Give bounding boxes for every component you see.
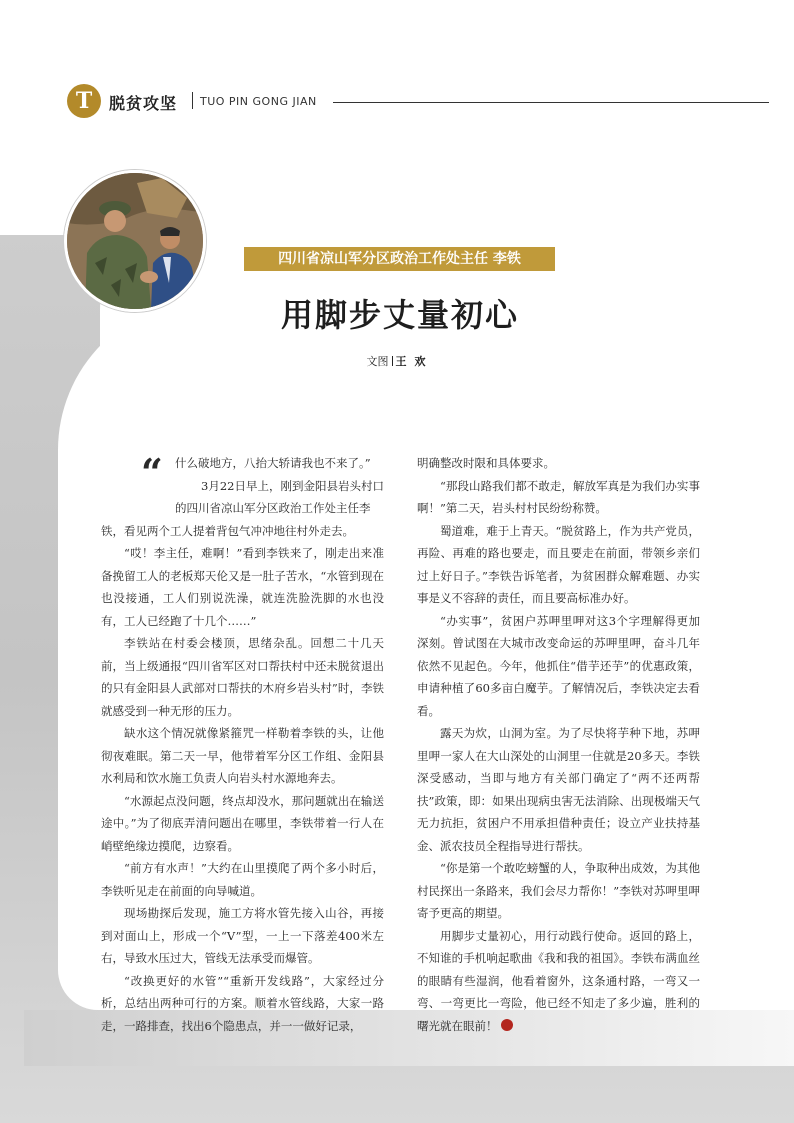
paragraph: 的四川省凉山军分区政治工作处主任李 bbox=[175, 501, 371, 515]
byline-divider bbox=[392, 356, 393, 366]
section-divider bbox=[192, 92, 193, 109]
paragraph: “改换更好的水管”“重新开发线路”，大家经过分析，总结出两种可行的方案。顺着水管线路，大家一路走，一路排查，找出6个隐患点，并一一做好记录， bbox=[101, 973, 384, 1033]
paragraph: 露天为炊，山洞为室。为了尽快将芋种下地，苏呷里呷一家人在大山深处的山洞里一住就是20多天。李铁深受感动，当即与地方有关部门确定了“两不还两帮扶”政策，即：如果出现病虫害无法消除、出现极端天气无力抗拒，贫困户不用承担借种责任；设立产业扶持基金、派农技员全程指导进行帮扶。 bbox=[417, 726, 700, 853]
paragraph-final bbox=[417, 925, 700, 1038]
paragraph: 缺水这个情况就像紧箍咒一样勒着李铁的头，让他彻夜难眠。第二天一早，他带着军分区工作组、金阳县水利局和饮水施工负责人向岩头村水源地奔去。 bbox=[101, 726, 384, 785]
paragraph: 李铁站在村委会楼顶，思绪杂乱。回想二十几天前，当上级通报“四川省军区对口帮扶村中还未脱贫退出的只有金阳县人武部对口帮扶的木府乡岩头村”时，李铁就感受到一种无形的压力。 bbox=[101, 636, 384, 718]
paragraph: 蜀道难，难于上青天。“脱贫路上，作为共产党员，再险、再难的路也要走，而且要走在前面，带领乡亲们过上好日子。”李铁告诉笔者，为贫困群众解难题、办实事是义不容辞的责任，而且要高标准办好。 bbox=[417, 523, 700, 605]
byline bbox=[0, 353, 794, 369]
byline-label: 文图 bbox=[366, 355, 389, 368]
article-title: 用脚步丈量初心 bbox=[280, 296, 519, 334]
header-rule bbox=[333, 102, 769, 103]
paragraph: 铁，看见两个工人提着背包气冲冲地往村外走去。 bbox=[101, 523, 354, 538]
paragraph: “前方有水声！”大约在山里摸爬了两个多小时后，李铁听见走在前面的向导喊道。 bbox=[101, 861, 384, 898]
paragraph: “你是第一个敢吃螃蟹的人，争取种出成效，为其他村民探出一条路来，我们会尽力帮你！”李铁对苏呷里呷寄予更高的期望。 bbox=[417, 861, 700, 920]
paragraph: “办实事”，贫困户苏呷里呷对这3个字理解得更加深刻。曾试图在大城市改变命运的苏呷里呷，奋斗几年依然不见起色。今年，他抓住“借芋还芋”的优惠政策，申请种植了60多亩白魔芋。了解情况后，李铁决定去看看。 bbox=[417, 613, 700, 718]
paragraph: “那段山路我们都不敢走，解放军真是为我们办实事啊！”第二天，岩头村村民纷纷称赞。 bbox=[417, 478, 700, 515]
paragraph: “水源起点没问题，终点却没水，那问题就出在输送途中。”为了彻底弄清问题出在哪里，李铁带着一行人在峭壁绝缘边摸爬，边察看。 bbox=[101, 793, 384, 853]
article-column-left bbox=[101, 452, 384, 1037]
subtitle-banner: 四川省凉山军分区政治工作处主任 李铁 bbox=[244, 247, 555, 271]
section-pinyin: TUO PIN GONG JIAN bbox=[200, 95, 317, 108]
end-mark-icon bbox=[501, 1019, 513, 1031]
paragraph: 明确整改时限和具体要求。 bbox=[417, 456, 555, 470]
byline-author: 王欢 bbox=[395, 355, 434, 368]
opening-quote-mark: “ bbox=[141, 450, 163, 495]
article-column-right bbox=[417, 452, 700, 1037]
photo-illustration bbox=[67, 173, 203, 309]
paragraph: “哎！李主任，难啊！”看到李铁来了，刚走出来准备挽留工人的老板郑天伦又是一肚子苦水，“水管到现在也没接通，工人们别说洗澡，就连洗脸洗脚的水也没有，工人已经跑了十几个……” bbox=[101, 546, 384, 628]
paragraph: 3月22日早上，刚到金阳县岩头村口 bbox=[201, 478, 384, 493]
section-badge: T bbox=[67, 84, 101, 118]
paragraph: 现场勘探后发现，施工方将水管先接入山谷，再接到对面山上，形成一个“V”型，一上一下落差400米左右，导致水压过大，管线无法承受而爆管。 bbox=[101, 906, 384, 965]
paragraph: 什么破地方，八抬大轿请我也不来了。” bbox=[175, 456, 371, 470]
final-paragraph-text: 用脚步丈量初心，用行动践行使命。返回的路上，不知谁的手机响起歌曲《我和我的祖国》。李铁布满血丝的眼睛有些湿润，他看着窗外，这条通村路，一弯又一弯、一弯更比一弯险，他已经不知走了多少遍，胜利的曙光就在眼前！ bbox=[417, 928, 700, 1033]
section-name: 脱贫攻坚 bbox=[109, 94, 178, 113]
